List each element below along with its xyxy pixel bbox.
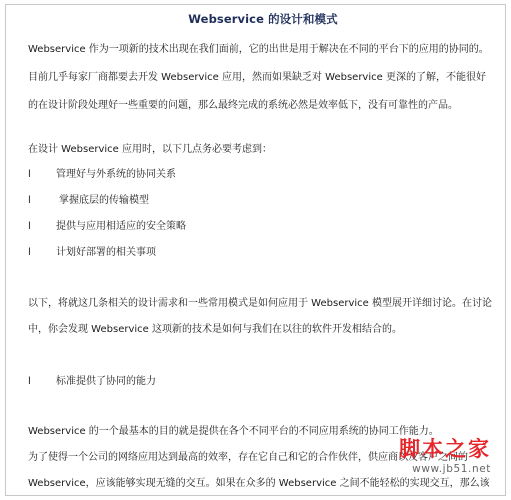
bullet-mark: l — [28, 221, 31, 232]
body-line-3: Webservice，应该能够实现无缝的交互。如果在众多的 Webservice 之间不能轻松的实现交互，那么该 — [28, 478, 490, 489]
bullet-mark: l — [28, 247, 31, 258]
discussion-line-1: 以下，将就这几条相关的设计需求和一些常用模式是如何应用于 Webservice 模型展开详细讨论。在讨论 — [28, 298, 492, 309]
discussion-line-2: 中，你会发现 Webservice 这项新的技术是如何与我们在以往的软件开发相结合的。 — [28, 324, 402, 335]
watermark-text: 脚本之家 — [399, 436, 491, 461]
intro-line-3: 的在设计阶段处理好一些重要的问题，那么最终完成的系统必然是效率低下，没有可靠性的产品。 — [28, 100, 458, 111]
intro-line-1: Webservice 作为一项新的技术出现在我们面前，它的出世是用于解决在不同的平台下的应用的协同的。 — [28, 44, 489, 55]
bullet-mark: l — [28, 169, 31, 180]
focus-item-text: 计划好部署的相关事项 — [56, 247, 156, 258]
watermark-logo — [373, 433, 491, 487]
focus-item-text: 提供与应用相适应的安全策略 — [56, 221, 186, 232]
bullet-mark: l — [28, 376, 31, 387]
body-line-2: 为了使得一个公司的网络应用达到最高的效率，存在它自己和它的合作伙伴，供应商以及客户之间的 — [28, 452, 468, 463]
document-title: Webservice 的设计和模式 — [188, 12, 338, 26]
intro-line-2: 目前几乎每家厂商都要去开发 Webservice 应用，然而如果缺乏对 Webservice 更深的了解，不能很好 — [28, 72, 486, 83]
section-item-text: 标准提供了协同的能力 — [56, 376, 156, 387]
watermark-url: www.jb51.net — [412, 463, 491, 475]
document-page — [5, 4, 506, 496]
focus-heading: 在设计 Webservice 应用时，以下几点务必要考虑到： — [28, 144, 272, 155]
body-line-1: Webservice 的一个最基本的目的就是提供在各个不同平台的不同应用系统的协同工作能力。 — [28, 426, 439, 437]
bullet-mark: l — [28, 195, 31, 206]
focus-item-text: 管理好与外系统的协同关系 — [56, 169, 176, 180]
focus-item-text: 掌握底层的传输模型 — [59, 195, 149, 206]
